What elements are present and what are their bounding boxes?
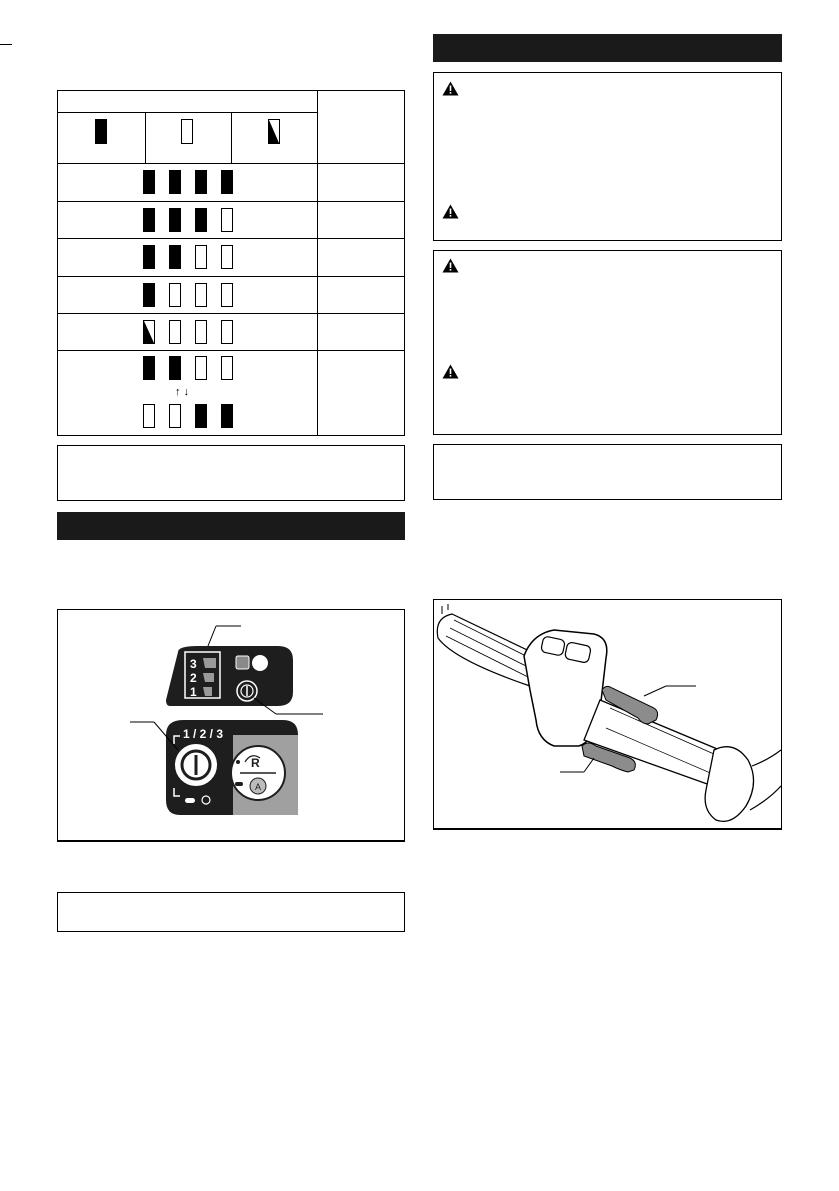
battery-cell-full — [169, 245, 181, 269]
auto-label: A — [255, 782, 262, 792]
auto-mode-lamp — [236, 656, 249, 669]
battery-cell-empty — [195, 320, 207, 344]
auto-dash — [235, 782, 243, 786]
battery-cell-empty — [221, 283, 233, 307]
battery-cell-full — [143, 170, 155, 194]
warning-box — [433, 250, 782, 435]
callout-line — [208, 626, 216, 646]
battery-cell-full — [195, 404, 207, 428]
table-divider — [58, 276, 404, 277]
figure-bottom-rule — [57, 840, 405, 842]
mode-label: 1 / 2 / 3 — [183, 727, 224, 741]
shaft-extension — [750, 750, 781, 810]
battery-cell-full — [221, 170, 233, 194]
warning-triangle-icon — [442, 258, 459, 273]
battery-cell-empty — [221, 245, 233, 269]
control-panel-drawing — [58, 610, 404, 841]
battery-cell-full — [143, 356, 155, 380]
warning-triangle-icon — [442, 364, 459, 379]
end-collar — [705, 747, 753, 822]
battery-cell-empty — [195, 245, 207, 269]
alternating-arrows: ↑ ↓ — [175, 386, 190, 398]
table-divider — [58, 313, 404, 314]
off-dash — [185, 798, 195, 803]
battery-cell-full — [169, 208, 181, 232]
table-divider — [231, 112, 232, 163]
battery-cell-empty — [169, 404, 181, 428]
battery-cell-full — [221, 404, 233, 428]
speed-indicator-3 — [203, 658, 216, 668]
battery-cell-empty — [195, 356, 207, 380]
control-panel-figure — [57, 609, 405, 842]
battery-cell-full — [143, 208, 155, 232]
battery-cell-empty — [221, 356, 233, 380]
battery-cell-full — [143, 245, 155, 269]
battery-cell-empty — [169, 320, 181, 344]
battery-cell-empty — [169, 283, 181, 307]
speed-level-label: 3 — [190, 657, 197, 671]
speed-level-label: 1 — [190, 685, 197, 699]
battery-cell-empty — [195, 283, 207, 307]
crop-mark — [0, 44, 12, 45]
lit-cell-icon — [95, 119, 107, 144]
battery-cell-empty — [221, 320, 233, 344]
table-divider — [58, 201, 404, 202]
blinking-cell-icon — [268, 119, 280, 144]
battery-cell-full — [169, 356, 181, 380]
battery-cell-empty — [143, 404, 155, 428]
battery-cell-half — [143, 320, 155, 344]
table-divider — [145, 112, 146, 163]
warning-box — [433, 72, 782, 241]
speed-level-label: 2 — [190, 671, 197, 685]
reverse-dot — [236, 760, 240, 764]
section-heading-bar — [57, 512, 405, 540]
callout-line — [644, 686, 666, 696]
table-divider — [58, 112, 317, 113]
auto-mode-icon — [252, 655, 268, 671]
figure-bottom-rule — [433, 828, 782, 830]
table-divider — [58, 238, 404, 239]
off-cell-icon — [181, 119, 193, 144]
table-divider — [58, 350, 404, 351]
battery-indicator-table — [57, 90, 405, 436]
reverse-label: R — [251, 756, 260, 770]
warning-triangle-icon — [442, 81, 459, 96]
battery-cell-full — [195, 208, 207, 232]
battery-cell-full — [143, 283, 155, 307]
table-divider — [58, 163, 404, 164]
section-heading-bar — [433, 34, 782, 62]
handle-figure — [433, 599, 782, 829]
note-box — [57, 892, 405, 932]
battery-cell-full — [195, 170, 207, 194]
note-box — [57, 445, 405, 501]
handle-drawing — [434, 600, 781, 828]
battery-cell-full — [169, 170, 181, 194]
table-divider — [317, 91, 318, 435]
note-box — [433, 444, 782, 500]
callout-line — [584, 758, 594, 772]
warning-triangle-icon — [442, 204, 459, 219]
grip-end — [442, 604, 448, 614]
battery-cell-empty — [221, 208, 233, 232]
